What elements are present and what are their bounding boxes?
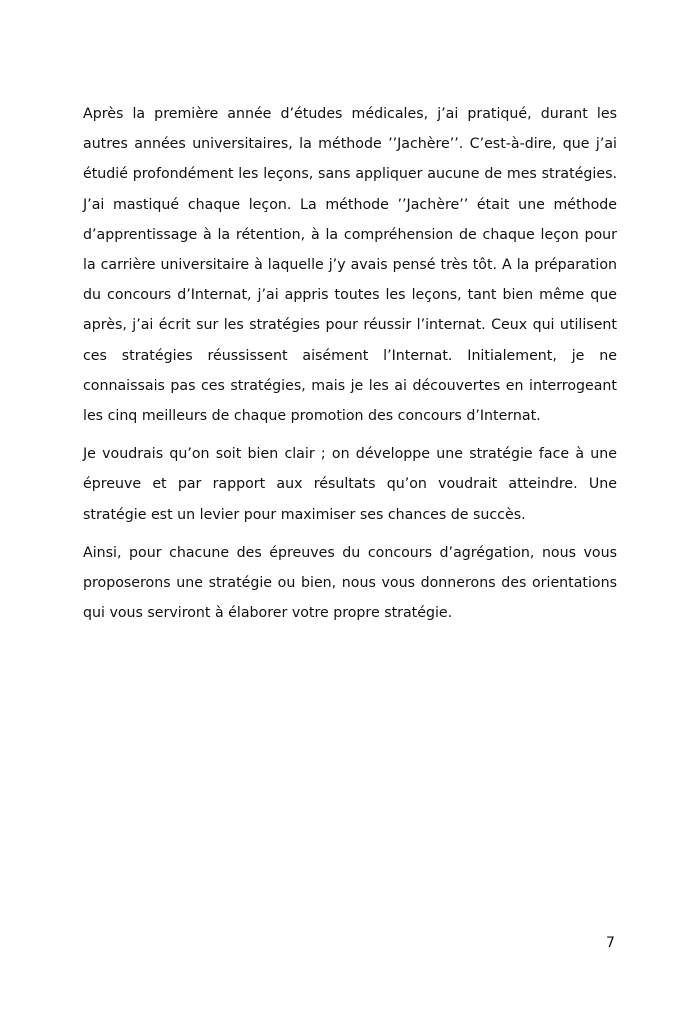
body-text	[83, 99, 617, 636]
paragraph-1: Après la première année d’études médicales, j’ai pratiqué, durant les autres années universitaires, la méthode ’’Jachère’’. C’est-à-dire, que j’ai étudié profondément les leçons, sans appliquer aucune de mes stratégies. J’ai mastiqué chaque leçon. La méthode ’’Jachère’’ était une méthode d’apprentissage à la rétention, à la compréhension de chaque leçon pour la carrière universitaire à laquelle j’y avais pensé très tôt. A la préparation du concours d’Internat, j’ai appris toutes les leçons, tant bien même que après, j’ai écrit sur les stratégies pour réussir l’internat. Ceux qui utilisent ces stratégies réussissent aisément l’Internat. Initialement, je ne connaissais pas ces stratégies, mais je les ai découvertes en interrogeant les cinq meilleurs de chaque promotion des concours d’Internat.	[83, 106, 617, 425]
paragraph-2: Je voudrais qu’on soit bien clair ; on développe une stratégie face à une épreuve et par rapport aux résultats qu’on voudrait atteindre. Une stratégie est un levier pour maximiser ses chances de succès.	[83, 446, 617, 523]
paragraph-3: Ainsi, pour chacune des épreuves du concours d’agrégation, nous vous proposerons une stratégie ou bien, nous vous donnerons des orientations qui vous serviront à élaborer votre propre stratégie.	[83, 544, 617, 622]
page-number: 7	[606, 935, 615, 951]
